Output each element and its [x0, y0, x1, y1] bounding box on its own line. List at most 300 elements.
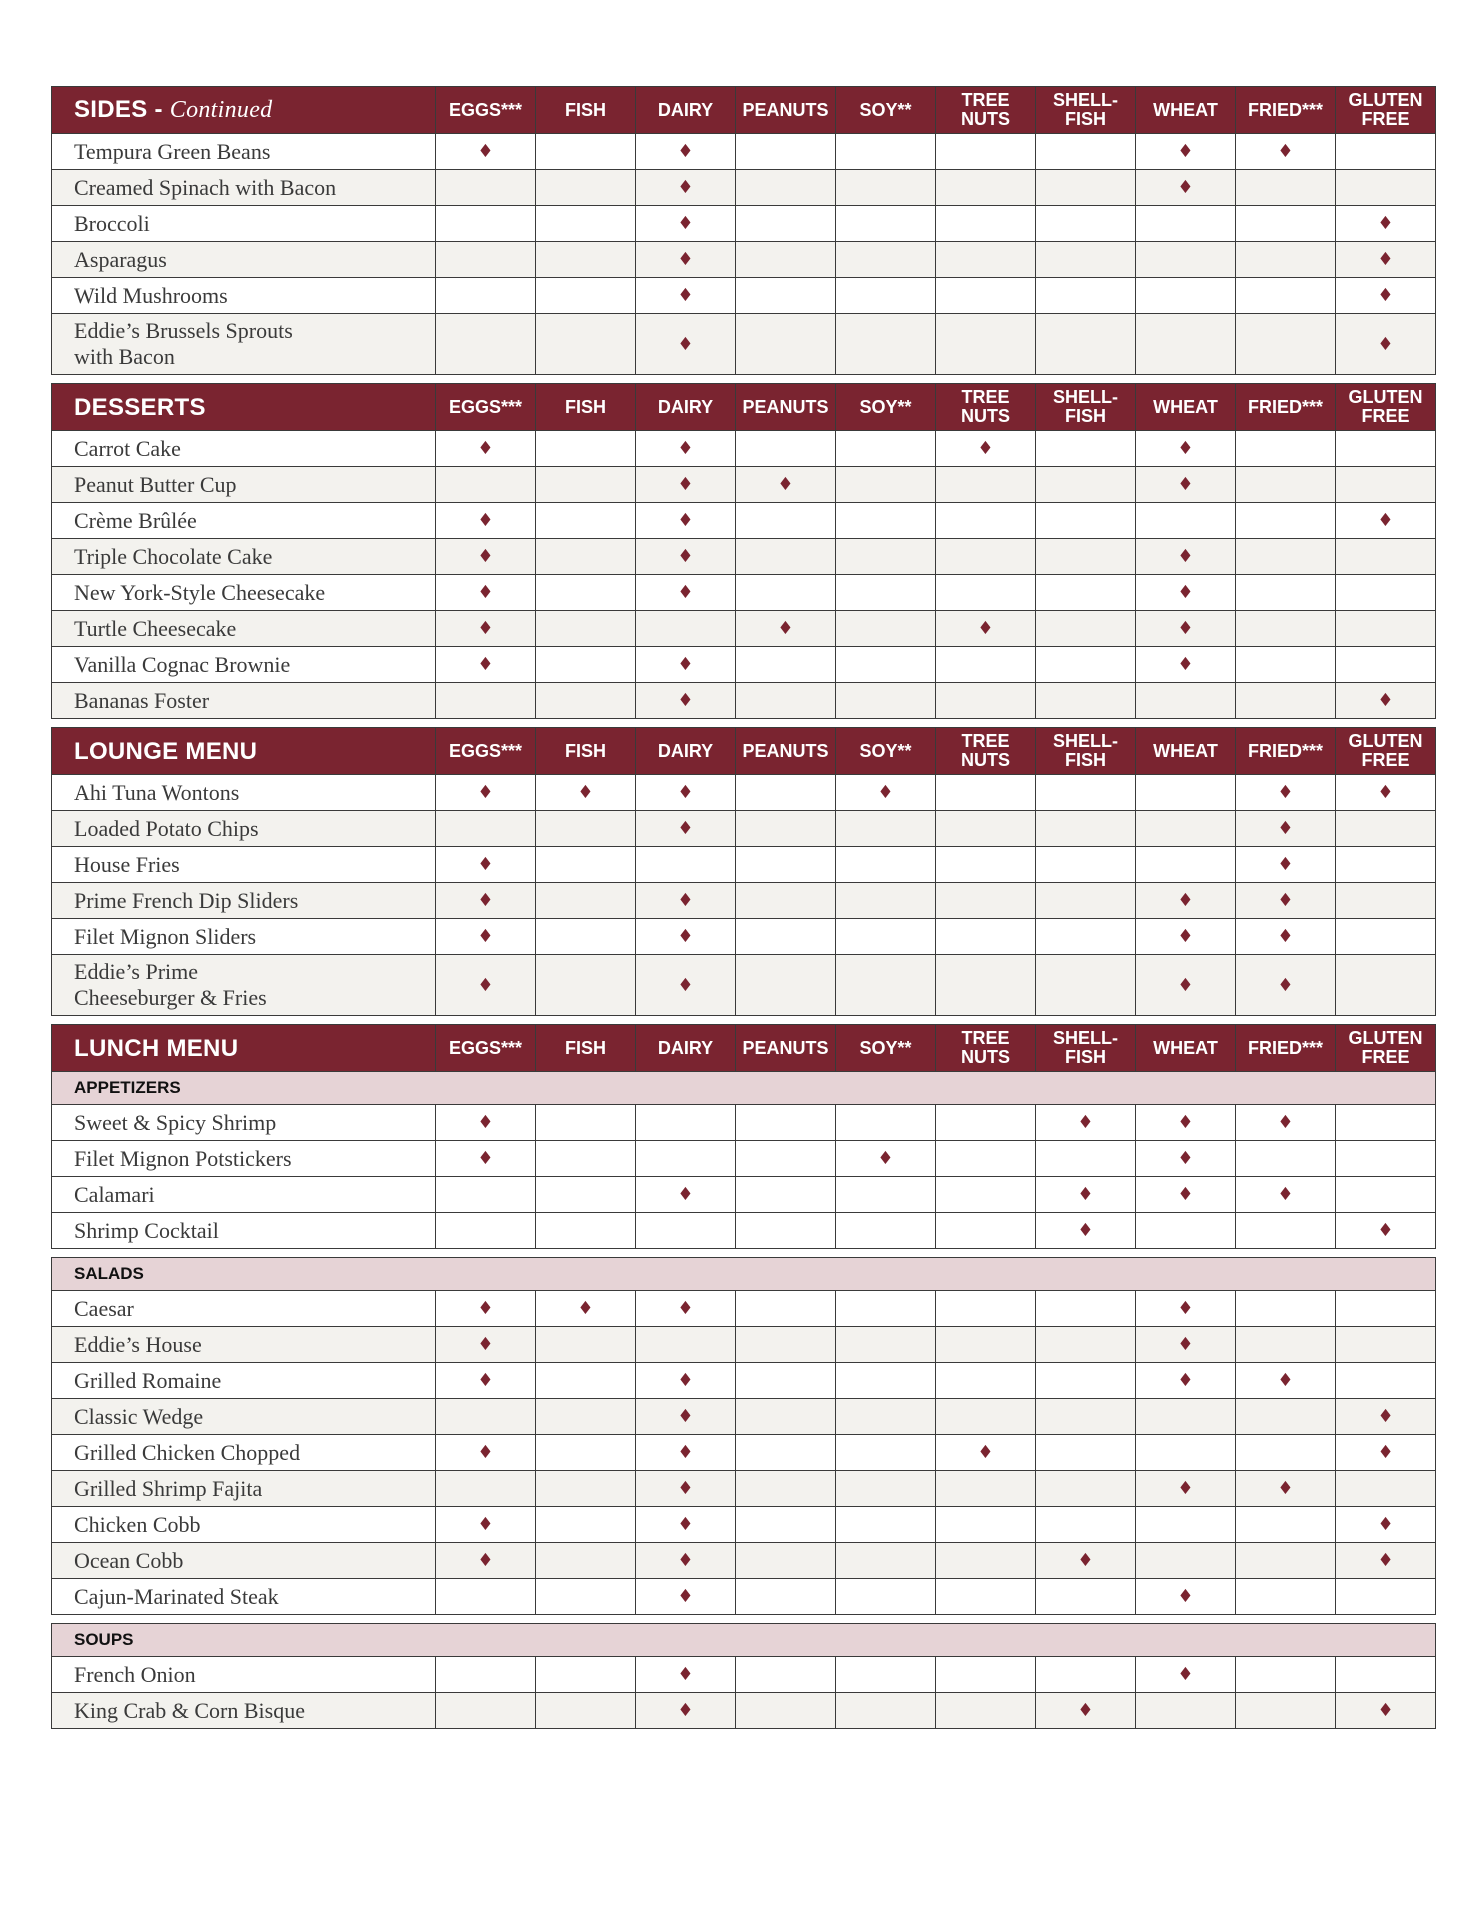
item-name-line: King Crab & Corn Bisque: [74, 1697, 305, 1723]
diamond-marker-icon: ♦: [1277, 926, 1294, 947]
item-name-line: Shrimp Cocktail: [74, 1217, 219, 1243]
diamond-marker-icon: ♦: [1277, 782, 1294, 803]
allergen-cell-fish: [536, 278, 636, 314]
allergen-cell-soy: [836, 431, 936, 467]
allergen-cell-eggs: [436, 278, 536, 314]
diamond-marker-icon: ♦: [677, 654, 694, 675]
diamond-marker-icon: ♦: [977, 618, 994, 639]
allergen-cell-peanuts: [736, 314, 836, 375]
allergen-cell-fried: [1236, 1327, 1336, 1363]
column-header-fried: [1236, 87, 1336, 134]
diamond-marker-icon: ♦: [1177, 474, 1194, 495]
column-header-peanuts: [736, 87, 836, 134]
diamond-marker-icon: ♦: [1377, 333, 1394, 355]
allergen-cell-soy: [836, 1363, 936, 1399]
allergen-cell-peanuts: [736, 242, 836, 278]
item-name-line: Calamari: [74, 1181, 155, 1207]
diamond-marker-icon: ♦: [1077, 1550, 1094, 1571]
allergen-cell-soy: [836, 847, 936, 883]
allergen-cell-fried: [1236, 134, 1336, 170]
allergen-cell-wheat: [1136, 1693, 1236, 1729]
allergen-cell-wheat: [1136, 431, 1236, 467]
allergen-cell-tree-nuts: [936, 1363, 1036, 1399]
allergen-cell-gluten-free: [1336, 206, 1436, 242]
allergen-cell-shell-fish: [1036, 1693, 1136, 1729]
section-title: [52, 1025, 436, 1072]
allergen-cell-eggs: [436, 575, 536, 611]
allergen-cell-tree-nuts: [936, 1213, 1036, 1249]
column-header-line: GLUTEN: [1348, 90, 1423, 110]
item-name-line: Turtle Cheesecake: [74, 615, 237, 641]
diamond-marker-icon: ♦: [477, 1112, 494, 1133]
column-header-shell-fish: [1036, 87, 1136, 134]
column-header-line: SOY**: [859, 99, 912, 120]
item-name: [52, 1105, 436, 1141]
table-row: [52, 467, 1436, 503]
allergen-cell-fish: [536, 1471, 636, 1507]
table-row: [52, 847, 1436, 883]
allergen-cell-tree-nuts: [936, 539, 1036, 575]
column-header-line: FISH: [1064, 1047, 1106, 1067]
diamond-marker-icon: ♦: [1277, 1478, 1294, 1499]
diamond-marker-icon: ♦: [477, 1334, 494, 1355]
diamond-marker-icon: ♦: [1177, 654, 1194, 675]
allergen-cell-peanuts: [736, 170, 836, 206]
item-name-line: New York-Style Cheesecake: [74, 579, 326, 605]
allergen-cell-gluten-free: [1336, 278, 1436, 314]
column-header-fried: [1236, 1025, 1336, 1072]
allergen-cell-soy: [836, 1471, 936, 1507]
allergen-cell-peanuts: [736, 1507, 836, 1543]
column-header-dairy: [636, 87, 736, 134]
diamond-marker-icon: ♦: [1377, 285, 1394, 306]
table-row: [52, 775, 1436, 811]
allergen-cell-dairy: [636, 883, 736, 919]
allergen-cell-fried: [1236, 683, 1336, 719]
section-title-text: DESSERTS: [74, 393, 206, 421]
allergen-cell-fish: [536, 1363, 636, 1399]
column-header-dairy: [636, 1025, 736, 1072]
allergen-cell-gluten-free: [1336, 847, 1436, 883]
diamond-marker-icon: ♦: [1177, 926, 1194, 947]
column-header-line: NUTS: [961, 109, 1010, 129]
allergen-cell-peanuts: [736, 1471, 836, 1507]
diamond-marker-icon: ♦: [1177, 974, 1194, 996]
allergen-cell-tree-nuts: [936, 1435, 1036, 1471]
diamond-marker-icon: ♦: [677, 285, 694, 306]
item-name-line: Creamed Spinach with Bacon: [74, 174, 337, 200]
allergen-cell-wheat: [1136, 811, 1236, 847]
item-name-line: Caesar: [74, 1295, 134, 1321]
table-row: [52, 811, 1436, 847]
item-name: [52, 1579, 436, 1615]
diamond-marker-icon: ♦: [1077, 1220, 1094, 1241]
allergen-cell-dairy: [636, 170, 736, 206]
item-name-line: Cheeseburger & Fries: [74, 985, 267, 1010]
allergen-cell-fish: [536, 242, 636, 278]
item-name-line: Grilled Shrimp Fajita: [74, 1475, 263, 1501]
allergen-cell-gluten-free: [1336, 1327, 1436, 1363]
diamond-marker-icon: ♦: [677, 438, 694, 459]
diamond-marker-icon: ♦: [1177, 1370, 1194, 1391]
allergen-cell-wheat: [1136, 206, 1236, 242]
allergen-cell-dairy: [636, 1141, 736, 1177]
allergen-cell-soy: [836, 1213, 936, 1249]
diamond-marker-icon: ♦: [1277, 1184, 1294, 1205]
diamond-marker-icon: ♦: [677, 818, 694, 839]
diamond-marker-icon: ♦: [1177, 1334, 1194, 1355]
item-name-line: Bananas Foster: [74, 687, 210, 713]
allergen-cell-peanuts: [736, 503, 836, 539]
diamond-marker-icon: ♦: [677, 546, 694, 567]
item-name: [52, 1507, 436, 1543]
allergen-cell-tree-nuts: [936, 134, 1036, 170]
allergen-cell-dairy: [636, 647, 736, 683]
allergen-cell-peanuts: [736, 1105, 836, 1141]
allergen-cell-fried: [1236, 811, 1336, 847]
allergen-cell-fried: [1236, 1579, 1336, 1615]
diamond-marker-icon: ♦: [677, 141, 694, 162]
allergen-cell-fried: [1236, 1291, 1336, 1327]
allergen-cell-eggs: [436, 242, 536, 278]
section-title: [52, 384, 436, 431]
allergen-cell-gluten-free: [1336, 919, 1436, 955]
diamond-marker-icon: ♦: [477, 974, 494, 996]
diamond-marker-icon: ♦: [677, 974, 694, 996]
allergen-cell-peanuts: [736, 1399, 836, 1435]
column-header-gluten-free: [1336, 1025, 1436, 1072]
diamond-marker-icon: ♦: [1077, 1700, 1094, 1721]
allergen-cell-peanuts: [736, 847, 836, 883]
diamond-marker-icon: ♦: [777, 474, 794, 495]
table-row: [52, 242, 1436, 278]
allergen-cell-soy: [836, 503, 936, 539]
column-header-fish: [536, 87, 636, 134]
allergen-cell-fried: [1236, 1177, 1336, 1213]
allergen-cell-fish: [536, 467, 636, 503]
allergen-cell-wheat: [1136, 170, 1236, 206]
table-row: [52, 1177, 1436, 1213]
diamond-marker-icon: ♦: [677, 510, 694, 531]
allergen-cell-fish: [536, 847, 636, 883]
subsection-header-appetizers: [52, 1072, 1436, 1105]
allergen-cell-eggs: [436, 775, 536, 811]
column-header-line: FRIED***: [1247, 396, 1323, 417]
diamond-marker-icon: ♦: [477, 1550, 494, 1571]
allergen-cell-wheat: [1136, 1657, 1236, 1693]
table-row: [52, 647, 1436, 683]
item-name-line: Peanut Butter Cup: [74, 471, 237, 497]
allergen-cell-eggs: [436, 1543, 536, 1579]
section-title-text: SIDES -: [74, 96, 163, 123]
allergen-cell-peanuts: [736, 919, 836, 955]
allergen-cell-peanuts: [736, 1693, 836, 1729]
allergen-cell-fried: [1236, 242, 1336, 278]
allergen-cell-eggs: [436, 883, 536, 919]
column-header-tree-nuts: [936, 728, 1036, 775]
diamond-marker-icon: ♦: [477, 654, 494, 675]
allergen-cell-peanuts: [736, 775, 836, 811]
allergen-cell-shell-fish: [1036, 811, 1136, 847]
column-header-line: FRIED***: [1247, 740, 1323, 761]
table-row: [52, 1327, 1436, 1363]
allergen-cell-wheat: [1136, 1435, 1236, 1471]
allergen-cell-fish: [536, 206, 636, 242]
allergen-cell-fried: [1236, 467, 1336, 503]
allergen-cell-tree-nuts: [936, 919, 1036, 955]
allergen-cell-fried: [1236, 1435, 1336, 1471]
item-name: [52, 1363, 436, 1399]
allergen-cell-gluten-free: [1336, 1693, 1436, 1729]
allergen-cell-fish: [536, 1177, 636, 1213]
column-header-line: SOY**: [859, 1037, 912, 1058]
allergen-cell-fried: [1236, 883, 1336, 919]
allergen-cell-shell-fish: [1036, 206, 1136, 242]
diamond-marker-icon: ♦: [1177, 890, 1194, 911]
table-row: [52, 134, 1436, 170]
allergen-cell-shell-fish: [1036, 1471, 1136, 1507]
allergen-cell-soy: [836, 467, 936, 503]
allergen-cell-fried: [1236, 1105, 1336, 1141]
allergen-cell-eggs: [436, 1657, 536, 1693]
allergen-cell-fried: [1236, 1693, 1336, 1729]
allergen-cell-eggs: [436, 1177, 536, 1213]
diamond-marker-icon: ♦: [477, 854, 494, 875]
table-row: [52, 1105, 1436, 1141]
item-name-line: Eddie’s Brussels Sprouts: [74, 318, 293, 343]
item-name: [52, 1291, 436, 1327]
allergen-cell-fish: [536, 775, 636, 811]
column-header-line: NUTS: [961, 750, 1010, 770]
allergen-cell-shell-fish: [1036, 1291, 1136, 1327]
allergen-cell-fried: [1236, 1141, 1336, 1177]
allergen-cell-soy: [836, 206, 936, 242]
allergen-cell-fried: [1236, 611, 1336, 647]
diamond-marker-icon: ♦: [1277, 974, 1294, 996]
allergen-cell-peanuts: [736, 278, 836, 314]
column-header-line: GLUTEN: [1348, 1028, 1423, 1048]
allergen-cell-fish: [536, 955, 636, 1016]
allergen-cell-peanuts: [736, 1141, 836, 1177]
diamond-marker-icon: ♦: [1077, 1112, 1094, 1133]
column-header-line: NUTS: [961, 1047, 1010, 1067]
allergen-cell-fried: [1236, 955, 1336, 1016]
allergen-cell-fish: [536, 1291, 636, 1327]
column-header-fish: [536, 728, 636, 775]
section-title: [52, 87, 436, 134]
subsection-table-salads: [51, 1257, 1436, 1615]
allergen-cell-tree-nuts: [936, 170, 1036, 206]
item-name: [52, 811, 436, 847]
allergen-cell-dairy: [636, 611, 736, 647]
allergen-cell-wheat: [1136, 1105, 1236, 1141]
item-name-line: Triple Chocolate Cake: [74, 543, 273, 569]
column-header-peanuts: [736, 384, 836, 431]
allergen-cell-fish: [536, 575, 636, 611]
allergen-cell-shell-fish: [1036, 883, 1136, 919]
diamond-marker-icon: ♦: [1077, 1184, 1094, 1205]
diamond-marker-icon: ♦: [1277, 141, 1294, 162]
item-name-line: Carrot Cake: [74, 435, 181, 461]
column-header-line: EGGS***: [448, 396, 523, 417]
section-header-row: [52, 728, 1436, 775]
allergen-cell-tree-nuts: [936, 883, 1036, 919]
diamond-marker-icon: ♦: [1377, 1442, 1394, 1463]
allergen-cell-tree-nuts: [936, 1291, 1036, 1327]
allergen-cell-eggs: [436, 170, 536, 206]
section-table-desserts: [51, 383, 1436, 719]
column-header-eggs: [436, 384, 536, 431]
allergen-cell-wheat: [1136, 883, 1236, 919]
allergen-cell-eggs: [436, 811, 536, 847]
item-name-line: Wild Mushrooms: [74, 282, 228, 308]
allergen-cell-eggs: [436, 1363, 536, 1399]
allergen-cell-gluten-free: [1336, 1177, 1436, 1213]
column-header-eggs: [436, 1025, 536, 1072]
allergen-cell-soy: [836, 811, 936, 847]
item-name: [52, 278, 436, 314]
allergen-cell-shell-fish: [1036, 170, 1136, 206]
item-name: [52, 1657, 436, 1693]
allergen-cell-shell-fish: [1036, 134, 1136, 170]
column-header-line: PEANUTS: [742, 1037, 829, 1058]
allergen-cell-peanuts: [736, 431, 836, 467]
diamond-marker-icon: ♦: [1277, 1112, 1294, 1133]
allergen-cell-eggs: [436, 847, 536, 883]
allergen-cell-fish: [536, 811, 636, 847]
column-header-line: FISH: [1064, 750, 1106, 770]
allergen-cell-shell-fish: [1036, 847, 1136, 883]
allergen-cell-soy: [836, 1399, 936, 1435]
column-header-line: WHEAT: [1153, 740, 1218, 761]
allergen-cell-fried: [1236, 1363, 1336, 1399]
allergen-cell-dairy: [636, 431, 736, 467]
diamond-marker-icon: ♦: [677, 1664, 694, 1685]
column-header-line: FREE: [1361, 406, 1410, 426]
item-name: [52, 1327, 436, 1363]
allergen-cell-eggs: [436, 314, 536, 375]
section-table-sides: [51, 86, 1436, 375]
diamond-marker-icon: ♦: [677, 582, 694, 603]
allergen-cell-peanuts: [736, 955, 836, 1016]
allergen-cell-gluten-free: [1336, 431, 1436, 467]
item-name: [52, 1141, 436, 1177]
item-name: [52, 883, 436, 919]
allergen-cell-eggs: [436, 1327, 536, 1363]
diamond-marker-icon: ♦: [677, 213, 694, 234]
diamond-marker-icon: ♦: [477, 141, 494, 162]
allergen-cell-fish: [536, 1213, 636, 1249]
diamond-marker-icon: ♦: [677, 782, 694, 803]
section-title: [52, 728, 436, 775]
allergen-cell-fish: [536, 1105, 636, 1141]
item-name: [52, 647, 436, 683]
diamond-marker-icon: ♦: [677, 1298, 694, 1319]
section-header-row: [52, 384, 1436, 431]
diamond-marker-icon: ♦: [1377, 1514, 1394, 1535]
allergen-cell-wheat: [1136, 683, 1236, 719]
allergen-cell-fried: [1236, 278, 1336, 314]
allergen-cell-fish: [536, 647, 636, 683]
column-header-line: SHELL-: [1053, 1028, 1118, 1048]
allergen-cell-gluten-free: [1336, 170, 1436, 206]
allergen-cell-shell-fish: [1036, 1579, 1136, 1615]
column-header-line: NUTS: [961, 406, 1010, 426]
item-name-line: Eddie’s House: [74, 1331, 202, 1357]
section-title-suffix: Continued: [169, 97, 273, 123]
allergen-cell-tree-nuts: [936, 1657, 1036, 1693]
allergen-cell-gluten-free: [1336, 467, 1436, 503]
allergen-cell-soy: [836, 611, 936, 647]
allergen-cell-wheat: [1136, 467, 1236, 503]
column-header-line: WHEAT: [1153, 396, 1218, 417]
diamond-marker-icon: ♦: [1177, 618, 1194, 639]
allergen-cell-soy: [836, 1177, 936, 1213]
allergen-cell-fried: [1236, 647, 1336, 683]
diamond-marker-icon: ♦: [1177, 582, 1194, 603]
column-header-dairy: [636, 384, 736, 431]
column-header-line: SHELL-: [1053, 90, 1118, 110]
allergen-cell-gluten-free: [1336, 1543, 1436, 1579]
allergen-cell-dairy: [636, 1657, 736, 1693]
item-name: [52, 170, 436, 206]
diamond-marker-icon: ♦: [677, 1442, 694, 1463]
table-row: [52, 314, 1436, 375]
allergen-cell-shell-fish: [1036, 683, 1136, 719]
allergen-cell-dairy: [636, 1213, 736, 1249]
table-row: [52, 431, 1436, 467]
allergen-cell-eggs: [436, 206, 536, 242]
column-header-soy: [836, 384, 936, 431]
diamond-marker-icon: ♦: [677, 249, 694, 270]
item-name: [52, 1177, 436, 1213]
allergen-cell-peanuts: [736, 1579, 836, 1615]
allergen-cell-eggs: [436, 134, 536, 170]
column-header-line: DAIRY: [657, 396, 714, 417]
diamond-marker-icon: ♦: [1377, 782, 1394, 803]
item-name: [52, 467, 436, 503]
column-header-tree-nuts: [936, 1025, 1036, 1072]
allergen-cell-peanuts: [736, 467, 836, 503]
allergen-cell-shell-fish: [1036, 314, 1136, 375]
column-header-line: FRIED***: [1247, 1037, 1323, 1058]
item-name-line: Prime French Dip Sliders: [74, 887, 299, 913]
diamond-marker-icon: ♦: [1377, 249, 1394, 270]
allergen-cell-wheat: [1136, 1507, 1236, 1543]
allergen-cell-tree-nuts: [936, 503, 1036, 539]
allergen-cell-wheat: [1136, 919, 1236, 955]
column-header-line: GLUTEN: [1348, 731, 1423, 751]
allergen-cell-gluten-free: [1336, 134, 1436, 170]
allergen-cell-gluten-free: [1336, 1471, 1436, 1507]
column-header-line: TREE: [961, 387, 1010, 407]
allergen-cell-peanuts: [736, 575, 836, 611]
allergen-cell-shell-fish: [1036, 1327, 1136, 1363]
column-header-line: FISH: [564, 99, 606, 120]
diamond-marker-icon: ♦: [777, 618, 794, 639]
item-name-line: Chicken Cobb: [74, 1511, 201, 1537]
table-row: [52, 575, 1436, 611]
column-header-line: TREE: [961, 90, 1010, 110]
column-header-tree-nuts: [936, 384, 1036, 431]
allergen-cell-fried: [1236, 314, 1336, 375]
allergen-cell-fish: [536, 1693, 636, 1729]
allergen-cell-peanuts: [736, 1363, 836, 1399]
allergen-cell-wheat: [1136, 1471, 1236, 1507]
allergen-cell-shell-fish: [1036, 1141, 1136, 1177]
allergen-cell-eggs: [436, 1435, 536, 1471]
allergen-cell-soy: [836, 242, 936, 278]
